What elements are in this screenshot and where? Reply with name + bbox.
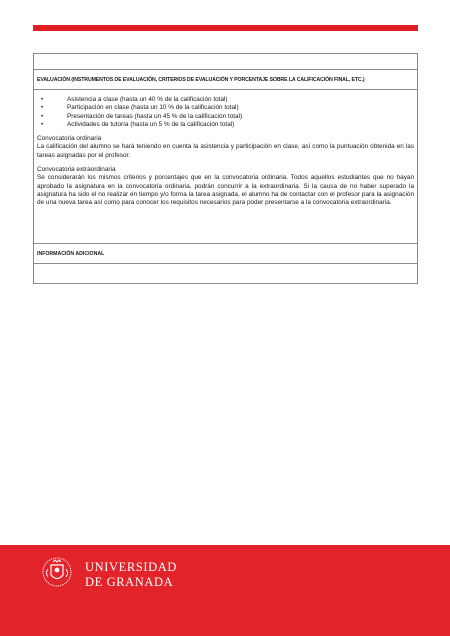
- extraordinaria-text: Se considerarán los mismos criterios y porcentajes que en la convocatoria ordinaria. Todos aquellos estudiantes que no hayan aprobado la asignatura en la convocatoria ordinaria, podrán concurrir a la extraordinaria. Si la causa de no haber superado la asignatura ha sido el no realizar en tiempo y/o forma la tarea asignada, el alumno ha de contactar con el profesor para la asignación de una nueva tarea así como para conocer los requisitos necesarios para poder presentarse a la convocatoria extraordinaria.: [37, 174, 414, 207]
- empty-row-top: [33, 53, 418, 70]
- info-header-text: INFORMACIÓN ADICIONAL: [37, 250, 105, 257]
- ordinaria-title: Convocatoria ordinaria: [37, 135, 102, 143]
- info-section-body: [33, 263, 418, 284]
- evaluation-header-text: EVALUACIÓN (INSTRUMENTOS DE EVALUACIÓN, CRITERIOS DE EVALUACIÓN Y PORCENTAJE SOBRE LA CALIFICACIÓN FINAL, ETC.): [37, 76, 365, 83]
- university-name-line1: UNIVERSIDAD: [85, 560, 178, 574]
- list-item: • Participación en clase (hasta un 10 % de la calificación total): [37, 104, 414, 112]
- list-item: • Actividades de tutoría (hasta un 5 % de la calificación total): [37, 121, 414, 129]
- info-section-header: [33, 243, 418, 264]
- evaluation-section-header: [33, 69, 418, 90]
- list-item: • Presentación de tareas (hasta un 45 % de la calificación total): [37, 113, 414, 121]
- extraordinaria-title: Convocatoria extraordinaria: [37, 166, 116, 174]
- university-name-line2: DE GRANADA: [85, 575, 174, 589]
- evaluation-section-body: [33, 89, 418, 244]
- ordinaria-text: La calificación del alumno se hará teniendo en cuenta la asistencia y participación en clase, así como la puntuación obtenida en las tareas asignadas por el profesor.: [37, 143, 414, 159]
- university-name: [85, 560, 177, 590]
- list-item: • Asistencia a clase (hasta un 40 % de la calificación total): [37, 96, 414, 104]
- top-accent-bar: [33, 25, 418, 31]
- university-seal-icon: [42, 555, 72, 589]
- criteria-list: [37, 96, 414, 129]
